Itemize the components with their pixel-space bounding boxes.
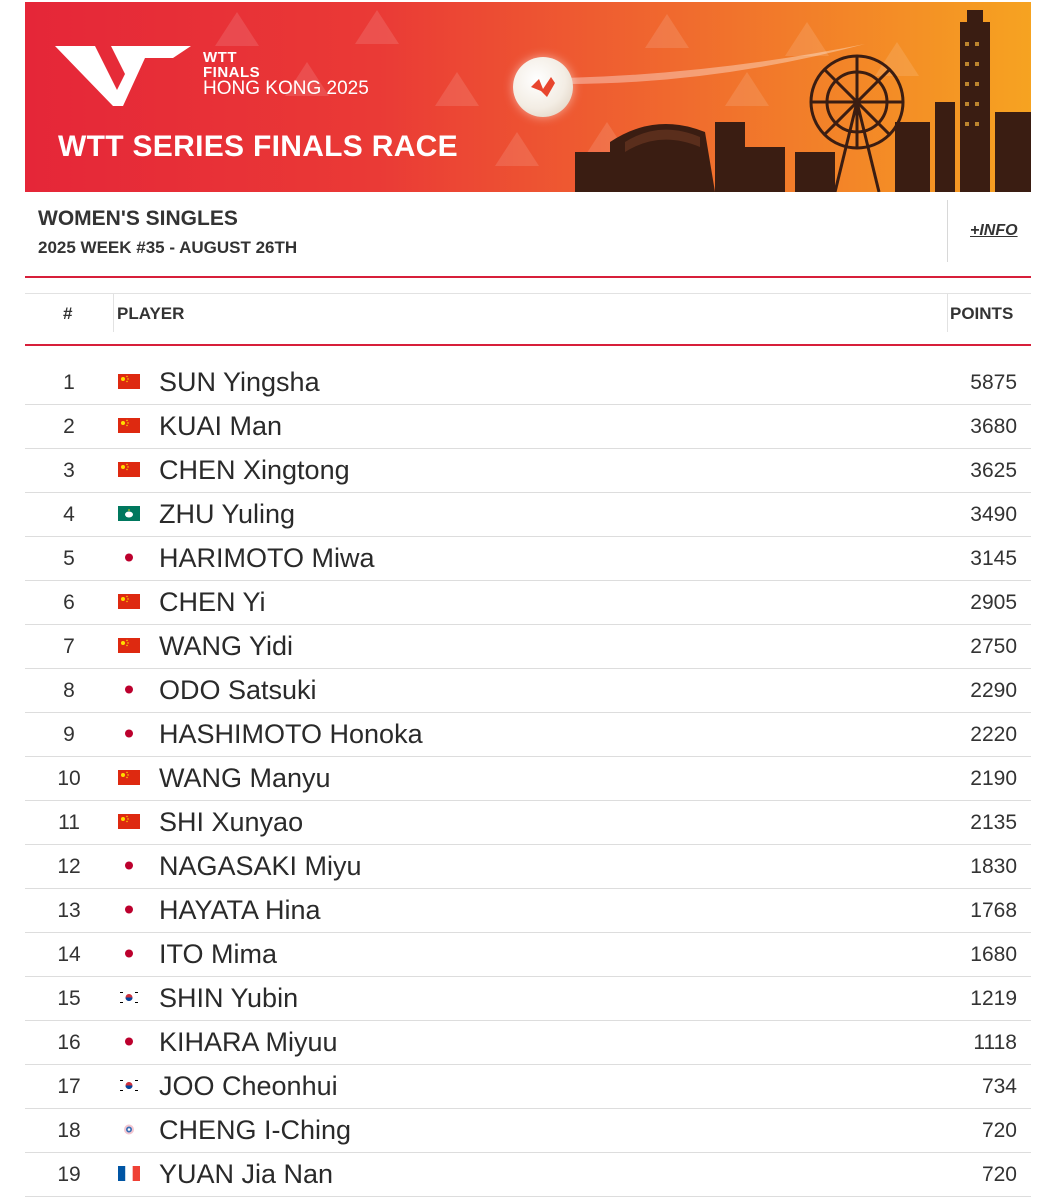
japan-flag-icon [118, 726, 140, 741]
rank-cell: 7 [63, 635, 75, 658]
rank-cell: 10 [57, 767, 81, 790]
player-name[interactable]: ZHU Yuling [159, 499, 296, 529]
france-flag-icon [118, 1166, 140, 1181]
player-name[interactable]: JOO Cheonhui [159, 1071, 338, 1101]
rank-cell: 16 [57, 1031, 81, 1054]
points-cell: 1680 [970, 943, 1017, 966]
table-row[interactable] [25, 801, 1031, 845]
china-flag-icon [118, 814, 140, 829]
rank-cell: 17 [57, 1075, 81, 1098]
points-cell: 734 [981, 1075, 1017, 1098]
rank-column-header: # [63, 304, 73, 323]
ranking-week-subtitle: 2025 WEEK #35 - AUGUST 26TH [38, 238, 298, 257]
rank-cell: 15 [57, 987, 81, 1010]
divider [947, 200, 948, 262]
table-row[interactable] [25, 669, 1031, 713]
points-cell: 3680 [970, 415, 1017, 438]
points-cell: 720 [981, 1163, 1017, 1186]
rank-cell: 19 [57, 1163, 81, 1186]
player-name[interactable]: CHEN Xingtong [159, 455, 350, 485]
player-name[interactable]: WANG Yidi [159, 631, 294, 661]
logo-line1: WTT [203, 49, 237, 66]
table-row[interactable] [25, 1065, 1031, 1109]
player-column-header: PLAYER [117, 304, 185, 323]
divider [947, 294, 948, 332]
rank-cell: 4 [63, 503, 75, 526]
rank-cell: 2 [63, 415, 75, 438]
table-row[interactable] [25, 1153, 1031, 1197]
points-cell: 2190 [970, 767, 1017, 790]
table-row[interactable] [25, 977, 1031, 1021]
player-name[interactable]: SHI Xunyao [159, 807, 304, 837]
table-row[interactable] [25, 757, 1031, 801]
japan-flag-icon [118, 682, 140, 697]
points-cell: 720 [981, 1119, 1017, 1142]
wtt-logo-icon [53, 38, 193, 110]
china-flag-icon [118, 374, 140, 389]
rank-cell: 5 [63, 547, 75, 570]
points-cell: 2750 [970, 635, 1017, 658]
table-row[interactable] [25, 493, 1031, 537]
rank-cell: 3 [63, 459, 75, 482]
table-column-header [25, 293, 1031, 332]
points-cell: 1118 [973, 1031, 1017, 1054]
points-cell: 2290 [970, 679, 1017, 702]
hong-kong-skyline-graphic [565, 2, 1031, 192]
logo-line3: HONG KONG 2025 [203, 78, 369, 99]
header-red-divider [25, 276, 1031, 278]
table-row[interactable] [25, 933, 1031, 977]
china-flag-icon [118, 462, 140, 477]
wtt-finals-banner [25, 2, 1031, 192]
player-name[interactable]: ITO Mima [159, 939, 278, 969]
table-row[interactable] [25, 1021, 1031, 1065]
table-row[interactable] [25, 405, 1031, 449]
player-name[interactable]: CHEN Yi [159, 587, 266, 617]
points-cell: 2905 [970, 591, 1017, 614]
table-row[interactable] [25, 361, 1031, 405]
table-row[interactable] [25, 581, 1031, 625]
table-row[interactable] [25, 1109, 1031, 1153]
logo-line2: FINALS [203, 64, 261, 81]
japan-flag-icon [118, 858, 140, 873]
table-row[interactable] [25, 625, 1031, 669]
banner-title: WTT SERIES FINALS RACE [58, 130, 458, 163]
korea-flag-icon [118, 1078, 140, 1093]
table-row[interactable] [25, 449, 1031, 493]
points-cell: 1219 [970, 987, 1017, 1010]
rank-cell: 8 [63, 679, 75, 702]
table-red-divider [25, 344, 1031, 346]
table-row[interactable] [25, 889, 1031, 933]
more-info-link[interactable]: +INFO [970, 222, 1018, 239]
japan-flag-icon [118, 550, 140, 565]
player-name[interactable]: KIHARA Miyuu [159, 1027, 338, 1057]
points-cell: 1768 [970, 899, 1017, 922]
divider [113, 294, 114, 332]
rank-cell: 9 [63, 723, 75, 746]
points-cell: 5875 [970, 371, 1017, 394]
macao-flag-icon [118, 506, 140, 521]
player-name[interactable]: HARIMOTO Miwa [159, 543, 375, 573]
china-flag-icon [118, 418, 140, 433]
player-name[interactable]: WANG Manyu [159, 763, 331, 793]
china-flag-icon [118, 594, 140, 609]
player-name[interactable]: NAGASAKI Miyu [159, 851, 362, 881]
china-flag-icon [118, 770, 140, 785]
player-name[interactable]: CHENG I-Ching [159, 1115, 352, 1145]
points-column-header: POINTS [950, 304, 1014, 323]
rank-cell: 14 [57, 943, 81, 966]
rank-cell: 6 [63, 591, 75, 614]
points-cell: 2220 [970, 723, 1017, 746]
points-cell: 2135 [970, 811, 1017, 834]
rank-cell: 12 [57, 855, 81, 878]
table-row[interactable] [25, 845, 1031, 889]
rank-cell: 11 [58, 811, 80, 834]
player-name[interactable]: SUN Yingsha [159, 367, 320, 397]
table-row[interactable] [25, 713, 1031, 757]
player-name[interactable]: ODO Satsuki [159, 675, 317, 705]
points-cell: 3625 [970, 459, 1017, 482]
rank-cell: 18 [57, 1119, 81, 1142]
points-cell: 3145 [970, 547, 1017, 570]
japan-flag-icon [118, 902, 140, 917]
ping-pong-ball-icon [513, 57, 573, 117]
rank-cell: 13 [57, 899, 81, 922]
japan-flag-icon [118, 1034, 140, 1049]
player-name[interactable]: KUAI Man [159, 411, 283, 441]
player-name[interactable]: HASHIMOTO Honoka [159, 719, 423, 749]
player-name[interactable]: SHIN Yubin [159, 983, 299, 1013]
rank-cell: 1 [63, 371, 75, 394]
chinese-taipei-flag-icon [118, 1122, 140, 1137]
korea-flag-icon [118, 990, 140, 1005]
player-name[interactable]: HAYATA Hina [159, 895, 321, 925]
ranking-info-header [25, 200, 1031, 264]
points-cell: 3490 [970, 503, 1017, 526]
table-row[interactable] [25, 537, 1031, 581]
category-title: WOMEN'S SINGLES [38, 207, 238, 230]
points-cell: 1830 [970, 855, 1017, 878]
japan-flag-icon [118, 946, 140, 961]
player-name[interactable]: YUAN Jia Nan [159, 1159, 334, 1189]
china-flag-icon [118, 638, 140, 653]
wtt-finals-logo-text [203, 49, 369, 99]
